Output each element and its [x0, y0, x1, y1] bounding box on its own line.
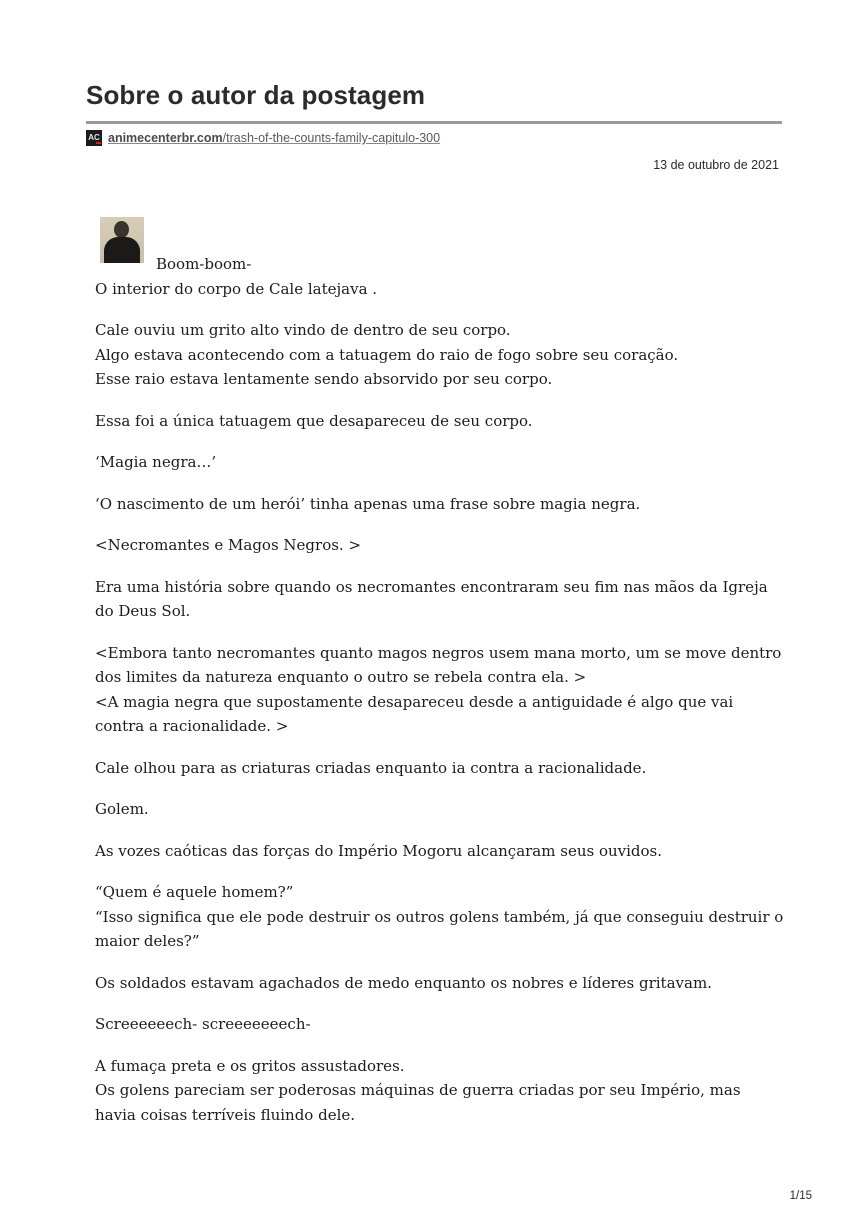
avatar-head [114, 221, 129, 238]
paragraph: Cale ouviu um grito alto vindo de dentro de seu corpo. Algo estava acontecendo com a tatuagem do raio de fogo sobre seu coração. Esse raio estava lentamente sendo absorvido por seu corpo. [95, 321, 679, 388]
paragraph: Golem. [95, 800, 149, 818]
paragraph: As vozes caóticas das forças do Império Mogoru alcançaram seus ouvidos. [95, 841, 663, 860]
paragraph: O interior do corpo de Cale latejava . [95, 279, 378, 298]
paragraph: Cale olhou para as criaturas criadas enquanto ia contra a racionalidade. [95, 758, 647, 777]
site-logo-icon: AC [86, 130, 102, 146]
paragraph: “Quem é aquele homem?” “Isso significa que ele pode destruir os outros golens também, já que conseguiu destruir o maior deles?” [95, 883, 784, 950]
paragraph: A fumaça preta e os gritos assustadores. Os golens pareciam ser poderosas máquinas de guerra criadas por seu Império, mas havia coisas terríveis fluindo dele. [95, 1056, 741, 1124]
paragraph: ‘Magia negra…’ [95, 453, 217, 471]
page-title: Sobre o autor da postagem [86, 80, 426, 110]
paragraph: ‘O nascimento de um herói’ tinha apenas uma frase sobre magia negra. [95, 494, 641, 513]
paragraph: <Necromantes e Magos Negros. > [95, 536, 362, 554]
paragraph: Boom-boom- [156, 255, 252, 273]
paragraph: <Embora tanto necromantes quanto magos negros usem mana morto, um se move dentro dos limites da natureza enquanto o outro se rebela contra ela. > <A magia negra que supostamente desapareceu desde a antiguidade é algo que vai contra a racionalidade. > [95, 643, 782, 735]
page-number: 1/15 [789, 1190, 812, 1202]
title-divider [86, 121, 782, 124]
source-domain: animecenterbr.com [108, 131, 223, 145]
paragraph: Era uma história sobre quando os necromantes encontraram seu fim nas mãos da Igreja do Deus Sol. [95, 577, 768, 620]
paragraph: Screeeeeech- screeeeeeech- [95, 1015, 311, 1033]
paragraph: Essa foi a única tatuagem que desapareceu de seu corpo. [95, 411, 533, 430]
source-link[interactable] [108, 131, 440, 145]
source-path: /trash-of-the-counts-family-capitulo-300 [222, 131, 441, 145]
paragraph: Os soldados estavam agachados de medo enquanto os nobres e líderes gritavam. [95, 973, 712, 992]
source-row [86, 130, 440, 146]
article-body [95, 252, 785, 1144]
post-date: 13 de outubro de 2021 [653, 158, 779, 172]
